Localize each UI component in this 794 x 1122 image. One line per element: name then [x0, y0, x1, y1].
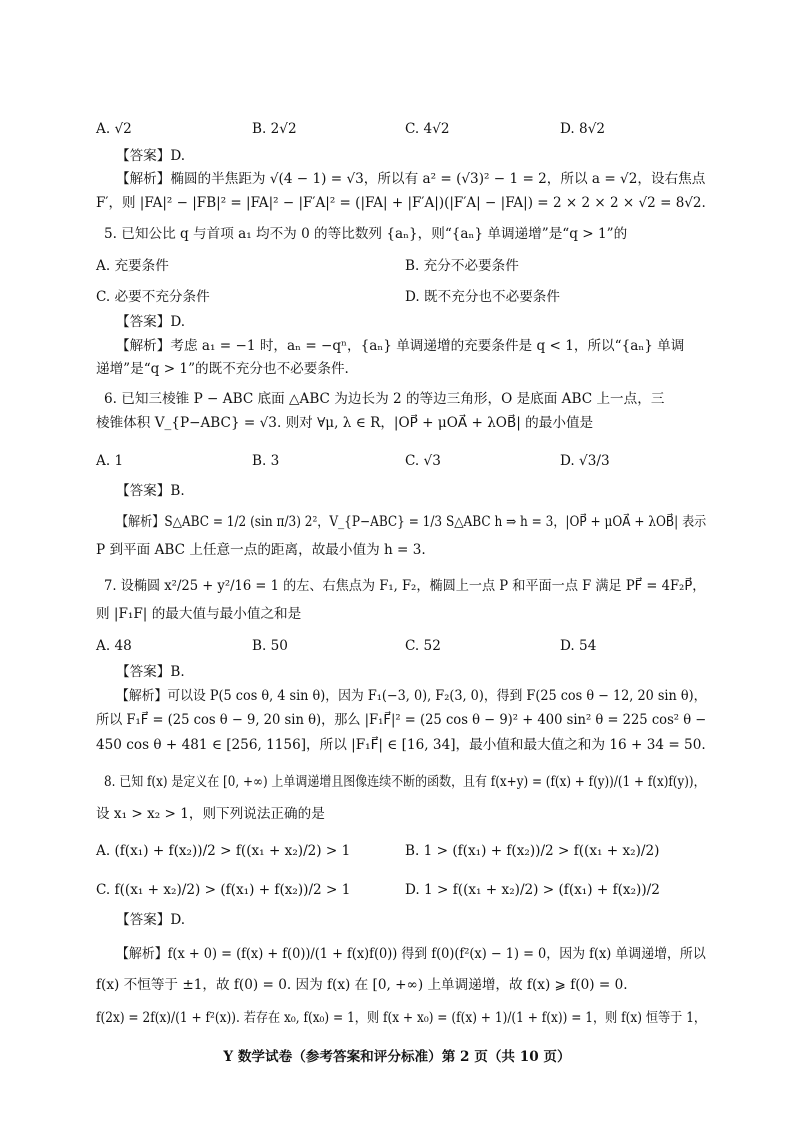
q6-stem-line: 6. 已知三棱锥 P − ABC 底面 △ABC 为边长为 2 的等边三角形，O 是底面 ABC 上一点，三	[104, 391, 665, 407]
q4-option-b: B. 2√2	[252, 121, 297, 137]
q8-option-c: C. f((x₁ + x₂)/2) > (f(x₁) + f(x₂))/2 > 1	[96, 882, 351, 898]
q6-answer: 【答案】B.	[116, 483, 185, 499]
q4-answer: 【答案】D.	[116, 148, 186, 164]
q7-answer: 【答案】B.	[116, 664, 185, 680]
q8-option-a: A. (f(x₁) + f(x₂))/2 > f((x₁ + x₂)/2) > 1	[96, 843, 351, 859]
q5-stem: 5. 已知公比 q 与首项 a₁ 均不为 0 的等比数列 {aₙ}，则“{aₙ} 单调递增”是“q > 1”的	[104, 226, 628, 242]
q8-analysis-line: f(x) 不恒等于 ±1，故 f(0) = 0. 因为 f(x) 在 [0, +∞) 上单调递增，故 f(x) ⩾ f(0) = 0.	[96, 977, 628, 993]
q7-option-d: D. 54	[560, 638, 597, 654]
q8-answer: 【答案】D.	[116, 912, 186, 928]
q7-analysis-line: 所以 F₁F⃗ = (25 cos θ − 9, 20 sin θ)，那么 |F₁F⃗|² = (25 cos θ − 9)² + 400 sin² θ = 225 cos² θ −	[96, 712, 707, 728]
q5-option-d: D. 既不充分也不必要条件	[405, 289, 560, 305]
q6-option-a: A. 1	[96, 453, 124, 469]
q8-analysis-line: 【解析】f(x + 0) = (f(x) + f(0))/(1 + f(x)f(0)) 得到 f(0)(f²(x) − 1) = 0，因为 f(x) 单调递增，所以	[116, 946, 706, 962]
q7-stem-line: 则 |F₁F| 的最大值与最小值之和是	[96, 606, 302, 622]
q7-analysis-line: 450 cos θ + 481 ∈ [256, 1156]，所以 |F₁F⃗| ∈ [16, 34]，最小值和最大值之和为 16 + 34 = 50.	[96, 737, 706, 753]
q5-option-a: A. 充要条件	[96, 258, 169, 274]
q4-option-a: A. √2	[96, 121, 132, 137]
q4-analysis-line: F′，则 |FA|² − |FB|² = |FA|² − |F′A|² = (|FA| + |F′A|)(|F′A| − |FA|) = 2 × 2 × 2 × √2 = 8√2.	[96, 195, 706, 211]
q5-answer: 【答案】D.	[116, 314, 186, 330]
q4-analysis-line: 【解析】椭圆的半焦距为 √(4 − 1) = √3，所以有 a² = (√3)² − 1 = 2，所以 a = √2，设右焦点	[116, 171, 706, 187]
q8-stem-line: 8. 已知 f(x) 是定义在 [0, +∞) 上单调递增且图像连续不断的函数，且有 f(x+y) = (f(x) + f(y))/(1 + f(x)f(y))，	[104, 774, 706, 790]
q5-analysis-line: 递增”是“q > 1”的既不充分也不必要条件.	[96, 361, 349, 377]
q4-option-c: C. 4√2	[405, 121, 450, 137]
q6-option-d: D. √3/3	[560, 453, 610, 469]
q7-option-c: C. 52	[405, 638, 441, 654]
q6-option-b: B. 3	[252, 453, 280, 469]
q8-option-d: D. 1 > f((x₁ + x₂)/2) > (f(x₁) + f(x₂))/2	[405, 882, 660, 898]
page-footer: Y 数学试卷（参考答案和评分标准）第 2 页（共 10 页）	[223, 1049, 571, 1065]
q7-option-b: B. 50	[252, 638, 288, 654]
q8-option-b: B. 1 > (f(x₁) + f(x₂))/2 > f((x₁ + x₂)/2)	[405, 843, 660, 859]
q4-option-d: D. 8√2	[560, 121, 606, 137]
q7-stem-line: 7. 设椭圆 x²/25 + y²/16 = 1 的左、右焦点为 F₁, F₂，椭圆上一点 P 和平面一点 F 满足 PF⃗ = 4F₂P⃗，	[104, 578, 706, 594]
q6-analysis-line: P 到平面 ABC 上任意一点的距离，故最小值为 h = 3.	[96, 542, 426, 558]
q7-analysis-line: 【解析】可以设 P(5 cos θ, 4 sin θ)，因为 F₁(−3, 0), F₂(3, 0)，得到 F(25 cos θ − 12, 20 sin θ)，	[116, 688, 707, 704]
q5-option-b: B. 充分不必要条件	[405, 258, 519, 274]
q6-stem-line: 棱锥体积 V_{P−ABC} = √3. 则对 ∀μ, λ ∈ R，|OP⃗ + μOA⃗ + λOB⃗| 的最小值是	[96, 415, 594, 431]
q5-analysis-line: 【解析】考虑 a₁ = −1 时，aₙ = −qⁿ，{aₙ} 单调递增的充要条件是 q < 1，所以“{aₙ} 单调	[116, 338, 685, 354]
q8-stem-line: 设 x₁ > x₂ > 1，则下列说法正确的是	[96, 806, 325, 822]
q6-analysis-line: 【解析】S△ABC = 1/2 (sin π/3) 2²，V_{P−ABC} = 1/3 S△ABC h ⇒ h = 3，|OP⃗ + μOA⃗ + λOB⃗| 表示	[116, 514, 707, 530]
q7-option-a: A. 48	[96, 638, 132, 654]
q5-option-c: C. 必要不充分条件	[96, 289, 210, 305]
q8-analysis-line: f(2x) = 2f(x)/(1 + f²(x)). 若存在 x₀, f(x₀) = 1，则 f(x + x₀) = (f(x) + 1)/(1 + f(x)) = 1，则 f(x) 恒等于 1，	[96, 1010, 707, 1026]
q6-option-c: C. √3	[405, 453, 441, 469]
